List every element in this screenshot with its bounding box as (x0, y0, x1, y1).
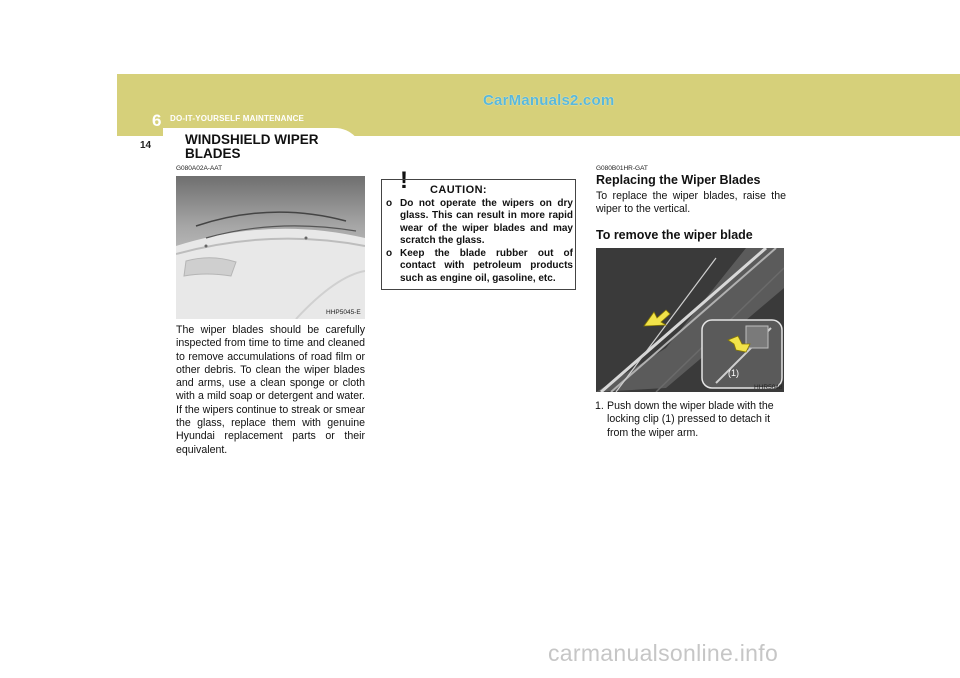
wiper-care-text: The wiper blades should be carefully inspected from time to time and cleaned to remove accumulations of road film or other debris. To clean the wiper blades and arms, use a clean sponge or cloth with a mild soap or detergent and water. If the wipers continue to streak or smear the glass, replace them with genuine Hyundai replacement parts or their equivalent. (176, 324, 365, 456)
section-code: G080A02A-AAT (176, 165, 223, 172)
caution-bullet: o (386, 198, 393, 209)
footer-watermark[interactable]: carmanualsonline.info (548, 640, 779, 666)
caution-icon-glyph: ! (400, 167, 408, 193)
remove-subheading: To remove the wiper blade (596, 228, 753, 242)
wiper-blade-photo (596, 248, 784, 392)
step-text: Push down the wiper blade with the locking clip (1) pressed to detach it from the wiper arm. (607, 400, 774, 439)
caution-item (386, 248, 573, 285)
chapter-number: 6 (152, 111, 162, 130)
replace-intro: To replace the wiper blades, raise the wiper to the vertical. (596, 190, 786, 216)
caution-item (386, 198, 573, 248)
watermark-top[interactable]: CarManuals2.com (483, 92, 615, 109)
chapter-title: DO-IT-YOURSELF MAINTENANCE (170, 114, 305, 123)
photo-label: HHP5045-E (326, 309, 361, 316)
windshield-photo (176, 176, 365, 319)
replace-heading: Replacing the Wiper Blades (596, 173, 761, 187)
wiper-callout-label: (1) (728, 368, 739, 378)
section-title: WINDSHIELD WIPER BLADES (185, 132, 319, 161)
step-number: 1. (595, 400, 604, 412)
step-item (595, 400, 785, 440)
page-number: 14 (140, 140, 152, 151)
section-code-right: G080B01HR-GAT (596, 165, 648, 172)
wiper-photo-label: HHR5048 (754, 384, 783, 391)
caution-title: CAUTION: (430, 184, 487, 196)
caution-item-text: Keep the blade rubber out of contact with petroleum products such as engine oil, gasoline, etc. (400, 248, 573, 284)
caution-bullet: o (386, 248, 393, 259)
caution-item-text: Do not operate the wipers on dry glass. This can result in more rapid wear of the wiper blades and may scratch the glass. (400, 198, 573, 247)
